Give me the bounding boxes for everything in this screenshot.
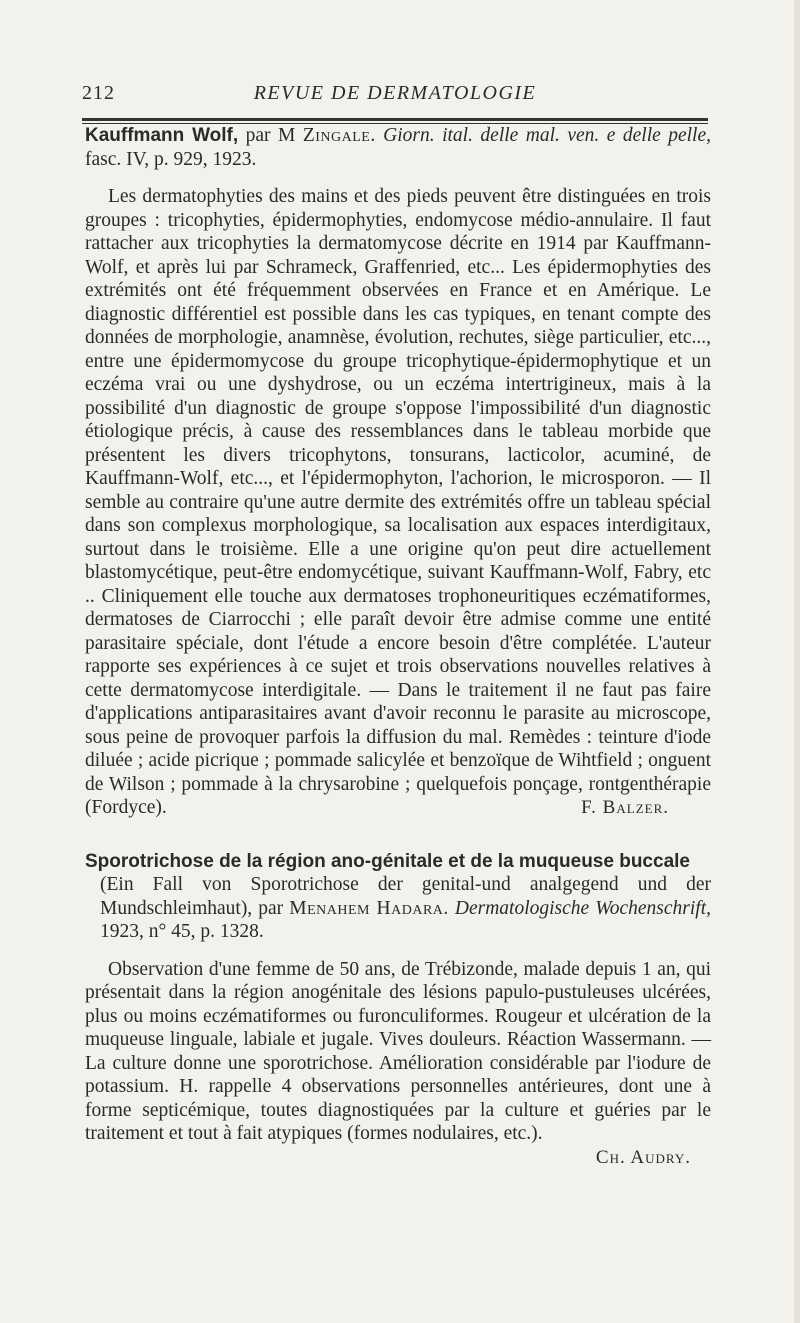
article-2-title: Sporotrichose de la région ano-génitale et de la muqueuse buccale	[85, 850, 690, 872]
content	[85, 124, 711, 1169]
article-2-body: Observation d'une femme de 50 ans, de Trébizonde, malade depuis 1 an, qui présentait dans la région anogénitale des lésions papulo-pustuleuses ulcérées, plus ou moins eczématiformes ou furonculiformes. Rougeur et ulcération de la muqueuse linguale, labiale et jugale. Vives douleurs. Réaction Wassermann. — La culture donne une sporotrichose. Amélioration considérable par l'iodure de potassium. H. rappelle 4 observations personnelles antérieures, dont une à forme septicémique, toutes diagnostiquées par la culture et guéries par le traitement et tout à fait atypiques (formes nodulaires, etc.).	[85, 958, 711, 1144]
running-title: REVUE DE DERMATOLOGIE	[253, 82, 537, 104]
article-2-author: Menahem Hadara.	[289, 897, 449, 919]
article-2-signature: Ch. Audry.	[595, 1146, 691, 1168]
article-2-by: par	[258, 897, 284, 919]
header-rule-thick	[82, 118, 708, 121]
article-1-by: par M	[245, 125, 296, 146]
page-number: 212	[82, 82, 115, 104]
page-header	[82, 82, 708, 112]
page-edge	[794, 0, 800, 1323]
article-2-original-title: (Ein Fall von Sporotrichose der genital-und analgegend und der Mundschleimhaut),	[100, 874, 711, 919]
article-1-reviewer: Zingale.	[302, 125, 376, 146]
article-2-journal: Dermatologische Wochenschrift,	[454, 897, 711, 919]
article-1-author: Kauffmann Wolf,	[85, 125, 239, 146]
article-2-reference	[85, 873, 711, 944]
article-1-citation: fasc. IV, p. 929, 1923.	[85, 148, 257, 170]
article-1-reference	[85, 124, 711, 171]
article-2	[85, 850, 711, 1170]
article-1-signature: F. Balzer.	[581, 797, 669, 818]
article-2-citation: 1923, n° 45, p. 1328.	[100, 921, 264, 942]
article-1-journal: Giorn. ital. delle mal. ven. e delle pelle,	[383, 125, 712, 146]
article-1-body: Les dermatophyties des mains et des pieds peuvent être distinguées en trois groupes : tricophyties, épidermophyties, endomycose médio-annulaire. Il faut rattacher aux tricophyties la dermatomycose décrite en 1914 par Kauffmann-Wolf, et après lui par Schrameck, Graffenried, etc... Les épidermophyties des extrémités ont été fréquemment observées en France et en Amérique. Le diagnostic différentiel est possible dans les cas typiques, en tenant compte des données de morphologie, anamnèse, évolution, rechutes, siège particulier, etc..., entre une épidermomycose du groupe tricophytique-épidermophytique et un eczéma vrai ou une dyshydrose, ou un eczéma intertrigineux, mais à la possibilité d'un diagnostic de groupe s'oppose l'impossibilité d'un diagnostic étiologique précis, à cause des ressemblances dans le tableau morbide que présentent les divers tricophytons, tonsurans, lacticolor, acuminé, de Kauffmann-Wolf, etc..., et l'épidermophyton, l'achorion, le microsporon. — Il semble au contraire qu'une autre dermite des extrémités offre un tableau spécial dans son complexus morphologique, sa localisation aux espaces interdigitaux, surtout dans le troisième. Elle a une origine qu'on peut dire actuellement blastomycétique, peut-être endomycétique, suivant Kauffmann-Wolf, Fabry, etc .. Cliniquement elle touche aux dermatoses trophoneuritiques eczématiformes, dermatoses de Ciarrocchi ; elle paraît devoir être admise comme une entité parasitaire spéciale, dont l'étude a encore besoin d'être complétée. L'auteur rapporte ses expériences à ce sujet et trois observations nouvelles relatives à cette dermatomycose interdigitale. — Dans le traitement il ne faut pas faire d'applications antiparasitaires avant d'avoir reconnu le parasite au microscope, sous peine de provoquer parfois la diffusion du mal. Remèdes : teinture d'iode diluée ; acide picrique ; pommade salicylée et benzoïque de Wihtfield ; onguent de Wilson ; pommade à la chrysarobine ; quelquefois ponçage, rontgenthérapie (Fordyce).	[85, 186, 711, 818]
article-1	[85, 124, 711, 820]
